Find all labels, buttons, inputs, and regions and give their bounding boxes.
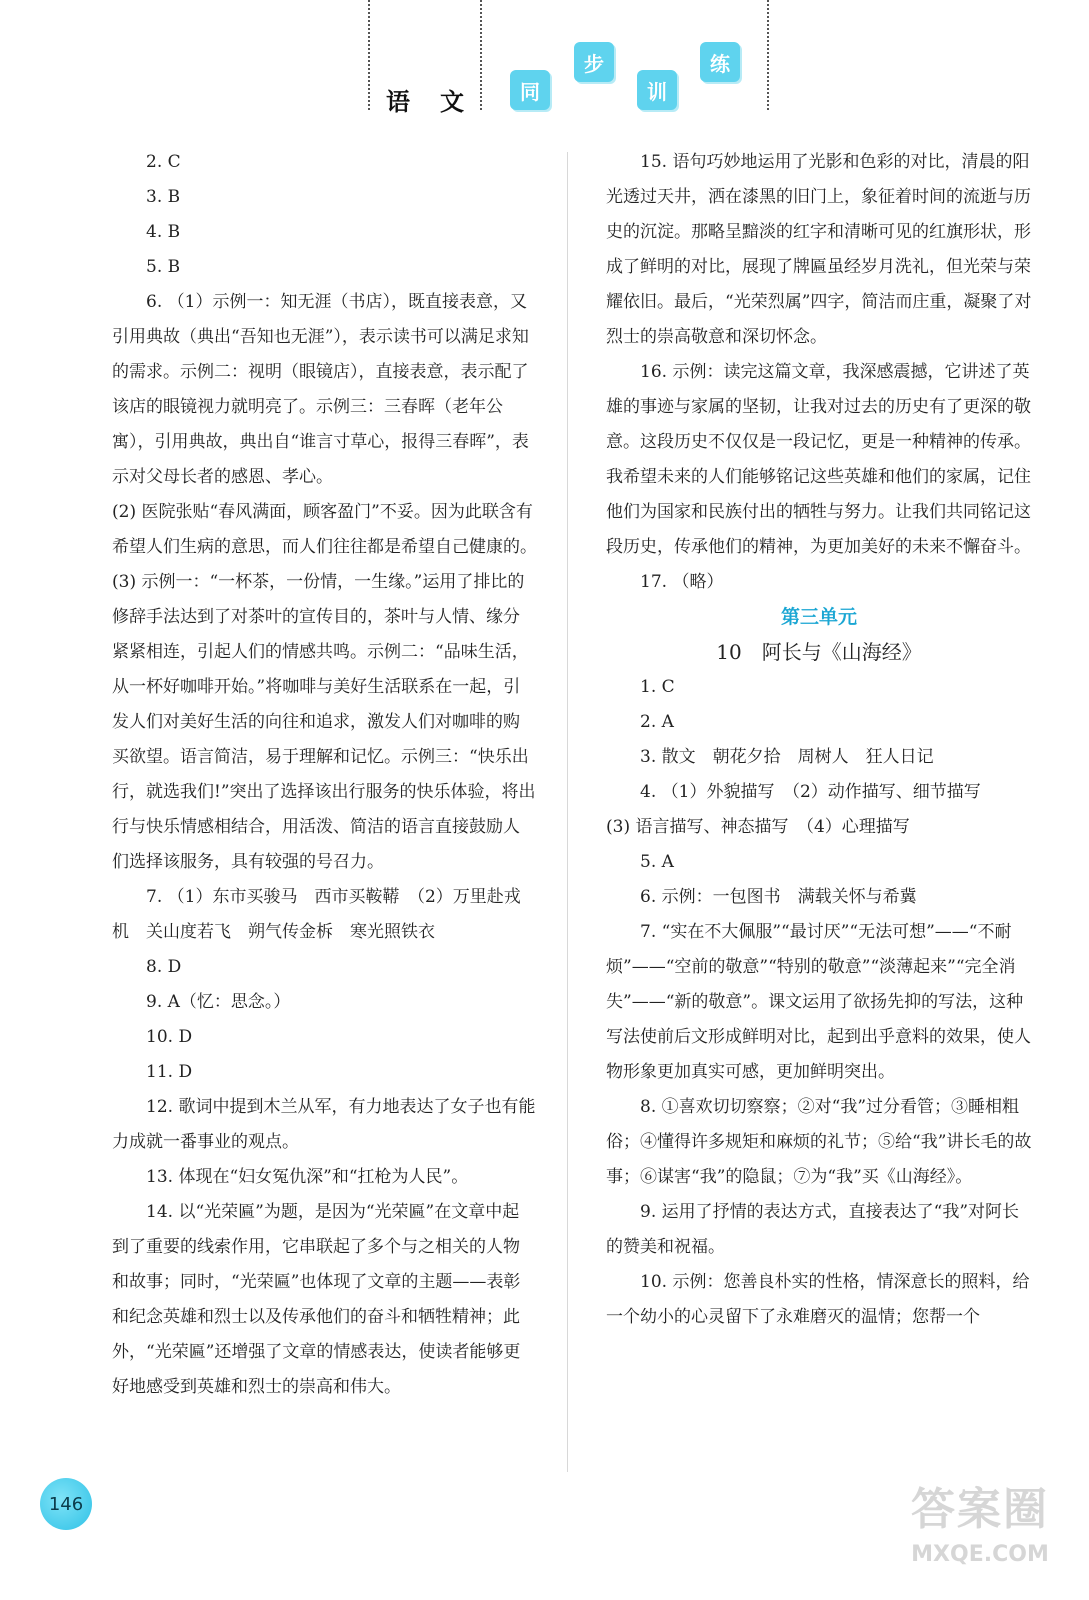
answer-item: (3) 语言描写、神态描写 （4）心理描写 (606, 817, 910, 837)
watermark-url: MXQE.COM (911, 1542, 1049, 1567)
answer-item: 10. D (146, 1027, 193, 1047)
page-number: 146 (40, 1478, 92, 1530)
answer-item: 5. A (640, 852, 674, 872)
answer-item: (2) 医院张贴“春风满面，顾客盈门”不妥。因为此联含有希望人们生病的意思，而人们往往都是希望自己健康的。 (3) 示例一：“一杯茶，一份情，一生缘。”运用了排比的修辞手法达到了对茶叶的宣传目的，茶叶与人情、缘分紧紧相连，引起人们的情感共鸣。示例二：“品味生活，从一杯好咖啡开始。”将咖啡与美好生活联系在一起，引发人们对美好生活的向往和追求，激发人们对咖啡的购买欲望。语言简洁，易于理解和记忆。示例三：“快乐出行，就选我们!”突出了选择该出行服务的快乐体验，将出行与快乐情感相结合，用活泼、简洁的语言直接鼓励人们选择该服务，具有较强的号召力。 (112, 502, 546, 872)
answer-item: 9. A（忆：思念。） (146, 992, 291, 1012)
header-divider-line (480, 0, 482, 110)
answer-item: 5. B (146, 257, 181, 277)
answer-item: 2. A (640, 712, 674, 732)
page-header (0, 0, 1089, 140)
column-divider (567, 152, 568, 1472)
answer-item: 16. 示例：读完这篇文章，我深感震撼，它讲述了英雄的事迹与家属的坚韧，让我对过去的历史有了更深的敬意。这段历史不仅仅是一段记忆，更是一种精神的传承。我希望未来的人们能够铭记这些英雄和他们的家属，记住他们为国家和民族付出的牺牲与努力。让我们共同铭记这段历史，传承他们的精神，为更加美好的未来不懈奋斗。 (606, 362, 1031, 557)
series-tile-lian: 练 (700, 42, 740, 82)
answer-item: 7. （1）东市买骏马 西市买鞍鞯 （2）万里赴戎机 关山度若飞 朔气传金柝 寒光照铁衣 (112, 887, 521, 942)
answer-item: 3. 散文 朝花夕拾 周树人 狂人日记 (640, 747, 934, 767)
unit-title: 第三单元 (780, 606, 857, 628)
watermark-logo (890, 1480, 1070, 1590)
answer-item: 8. ①喜欢切切察察；②对“我”过分看管；③睡相粗俗；④懂得许多规矩和麻烦的礼节；⑤给“我”讲长毛的故事；⑥谋害“我”的隐鼠；⑦为“我”买《山海经》。 (606, 1097, 1032, 1187)
answer-item: 7. “实在不大佩服”“最讨厌”“无法可想”——“不耐烦”——“空前的敬意”“特别的敬意”“淡薄起来”“完全消失”——“新的敬意”。课文运用了欲扬先抑的写法，这种写法使前后文形成鲜明对比，起到出乎意料的效果，使人物形象更加真实可感，更加鲜明突出。 (606, 922, 1031, 1082)
answer-item: 17. （略） (640, 572, 724, 592)
subject-char-1: 语 (386, 87, 412, 116)
answer-item: 4. （1）外貌描写 （2）动作描写、细节描写 (640, 782, 981, 802)
answer-item: 3. B (146, 187, 181, 207)
answer-item: 9. 运用了抒情的表达方式，直接表达了“我”对阿长的赞美和祝福。 (606, 1202, 1020, 1257)
watermark-text: 答案圈 (911, 1484, 1049, 1535)
answer-item: 13. 体现在“妇女冤仇深”和“扛枪为人民”。 (146, 1167, 469, 1187)
answer-item: 14. 以“光荣匾”为题，是因为“光荣匾”在文章中起到了重要的线索作用，它串联起了多个与之相关的人物和故事；同时，“光荣匾”也体现了文章的主题——表彰和纪念英雄和烈士以及传承他们的奋斗和牺牲精神；此外，“光荣匾”还增强了文章的情感表达，使读者能够更好地感受到英雄和烈士的崇高和伟大。 (112, 1202, 521, 1397)
answer-item: 2. C (146, 152, 181, 172)
answer-item: 4. B (146, 222, 181, 242)
left-column (112, 145, 546, 1405)
series-tile-bu: 步 (574, 42, 614, 82)
answer-item: 10. 示例：您善良朴实的性格，情深意长的照料，给一个幼小的心灵留下了永难磨灭的温情；您帮一个 (606, 1272, 1030, 1327)
series-tile-tong: 同 (510, 70, 550, 110)
right-column (606, 145, 1032, 1335)
answer-item: 6. 示例：一包图书 满载关怀与希冀 (640, 887, 917, 907)
lesson-title: 10 阿长与《山海经》 (716, 640, 922, 664)
header-divider-line (368, 0, 370, 110)
answer-item: 15. 语句巧妙地运用了光影和色彩的对比，清晨的阳光透过天井，洒在漆黑的旧门上，象征着时间的流逝与历史的沉淀。那略呈黯淡的红字和清晰可见的红旗形状，形成了鲜明的对比，展现了牌匾虽经岁月洗礼，但光荣与荣耀依旧。最后，“光荣烈属”四字，简洁而庄重，凝聚了对烈士的崇高敬意和深切怀念。 (606, 152, 1032, 347)
answer-item: 11. D (146, 1062, 193, 1082)
answer-item: 8. D (146, 957, 182, 977)
answer-item: 6. （1）示例一：知无涯（书店），既直接表意，又引用典故（典出“吾知也无涯”），表示读书可以满足求知的需求。示例二：视明（眼镜店），直接表意，表示配了该店的眼镜视力就明亮了。示例三：三春晖（老年公寓），引用典故，典出自“谁言寸草心，报得三春晖”，表示对父母长者的感恩、孝心。 (112, 292, 529, 487)
subject-char-2: 文 (440, 87, 466, 116)
header-divider-line (767, 0, 769, 110)
answer-item: 1. C (640, 677, 675, 697)
answer-item: 12. 歌词中提到木兰从军，有力地表达了女子也有能力成就一番事业的观点。 (112, 1097, 536, 1152)
series-tile-xun: 训 (637, 70, 677, 110)
